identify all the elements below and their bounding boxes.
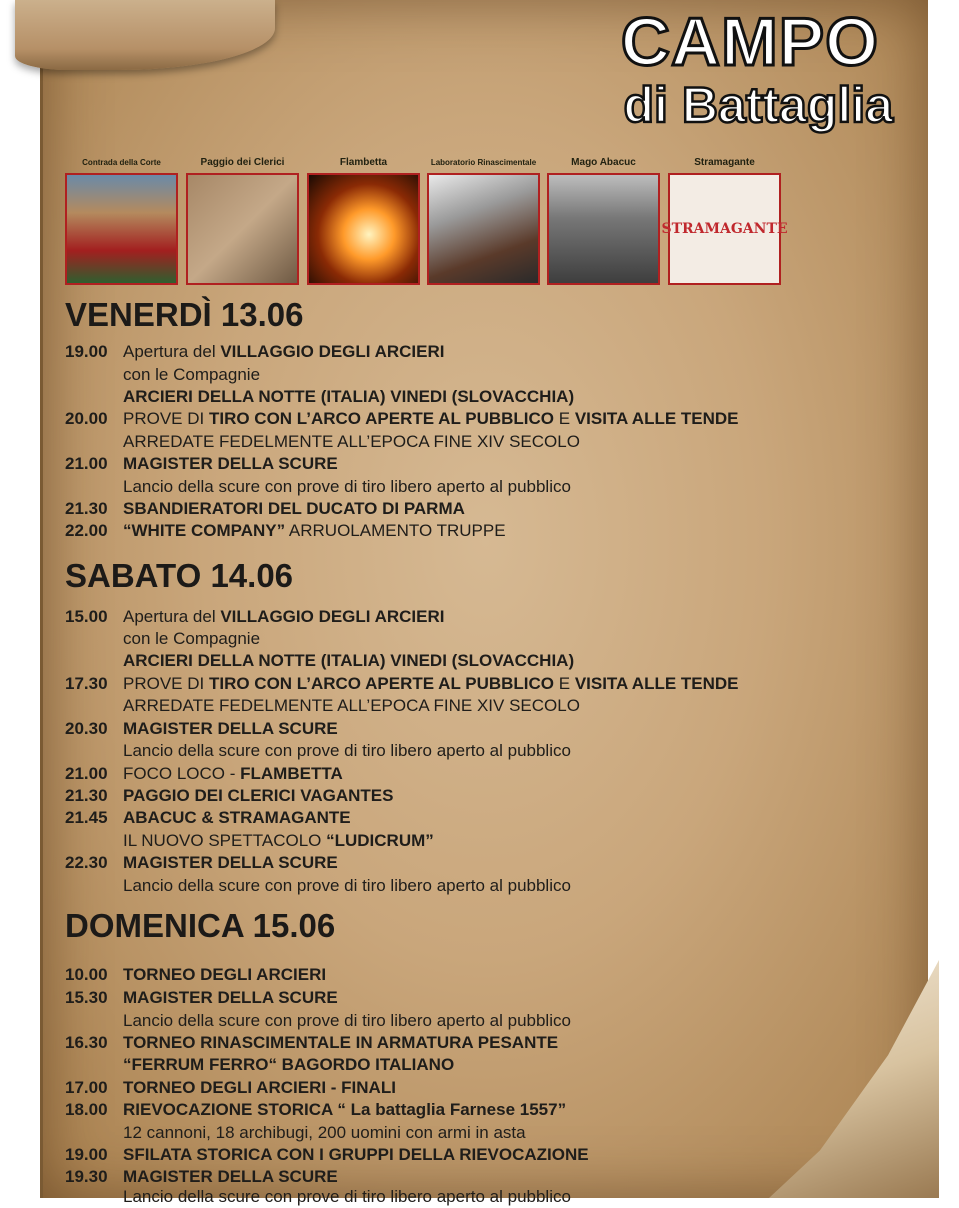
poster-title: CAMPO (620, 4, 879, 80)
schedule-row: 15.00 Apertura del VILLAGGIO DEGLI ARCIERI (65, 607, 445, 626)
photo-caption: Mago Abacuc (571, 157, 636, 168)
photo-caption: Paggio dei Clerici (200, 157, 285, 168)
schedule-row: 21.00 FOCO LOCO - FLAMBETTA (65, 764, 343, 783)
schedule-row: 17.00 TORNEO DEGLI ARCIERI - FINALI (65, 1078, 396, 1097)
flambetta-photo (307, 173, 420, 285)
schedule-detail: ARREDATE FEDELMENTE ALL’EPOCA FINE XIV SECOLO (123, 432, 580, 451)
day-title-sunday: DOMENICA 15.06 (65, 907, 336, 944)
schedule-detail: IL NUOVO SPETTACOLO “LUDICRUM” (123, 831, 434, 850)
schedule-detail: Lancio della scure con prove di tiro libero aperto al pubblico (123, 741, 571, 760)
schedule-detail: ARCIERI DELLA NOTTE (ITALIA) VINEDI (SLOVACCHIA) (123, 387, 575, 406)
paggio-photo (186, 173, 299, 285)
schedule-row: 22.00 “WHITE COMPANY” ARRUOLAMENTO TRUPPE (65, 521, 506, 540)
schedule-row: 19.00 Apertura del VILLAGGIO DEGLI ARCIERI (65, 342, 445, 361)
schedule-row: 18.00 RIEVOCAZIONE STORICA “ La battaglia Farnese 1557” (65, 1100, 567, 1119)
photo-mago-abacuc (547, 155, 660, 285)
photo-contrada (65, 155, 178, 285)
time: 19.00 (65, 342, 108, 361)
schedule-detail: “FERRUM FERRO“ BAGORDO ITALIANO (123, 1055, 455, 1074)
stramagante-logo-text: STRAMAGANTE (661, 221, 788, 237)
schedule-detail: Lancio della scure con prove di tiro libero aperto al pubblico (123, 876, 571, 895)
mago-abacuc-photo (547, 173, 660, 285)
schedule-row: 16.30 TORNEO RINASCIMENTALE IN ARMATURA PESANTE (65, 1033, 559, 1052)
schedule-detail: ARCIERI DELLA NOTTE (ITALIA) VINEDI (SLOVACCHIA) (123, 651, 575, 670)
schedule-detail: con le Compagnie (123, 629, 261, 648)
photo-flambetta (307, 155, 420, 285)
schedule-detail: Lancio della scure con prove di tiro libero aperto al pubblico (123, 1187, 571, 1206)
schedule-detail: con le Compagnie (123, 365, 261, 384)
laboratorio-photo (427, 173, 540, 285)
schedule-detail: 12 cannoni, 18 archibugi, 200 uomini con armi in asta (123, 1123, 526, 1142)
performer-photos (65, 155, 788, 290)
schedule-row: 15.30 MAGISTER DELLA SCURE (65, 988, 338, 1007)
photo-caption: Laboratorio Rinascimentale (430, 158, 537, 167)
day-title-saturday: SABATO 14.06 (65, 557, 294, 594)
day-title-friday: VENERDÌ 13.06 (65, 296, 304, 333)
schedule-row: 21.30 PAGGIO DEI CLERICI VAGANTES (65, 786, 394, 805)
photo-caption: Flambetta (339, 157, 388, 168)
schedule-row: 19.30 MAGISTER DELLA SCURE (65, 1167, 338, 1186)
photo-caption: Contrada della Corte (82, 158, 161, 167)
photo-caption: Stramagante (694, 157, 755, 168)
schedule-row: 22.30 MAGISTER DELLA SCURE (65, 853, 338, 872)
photo-laboratorio (427, 155, 540, 285)
schedule-detail: ARREDATE FEDELMENTE ALL’EPOCA FINE XIV SECOLO (123, 696, 580, 715)
stramagante-logo (661, 173, 788, 285)
schedule-detail: Lancio della scure con prove di tiro libero aperto al pubblico (123, 1011, 571, 1030)
schedule-detail: Lancio della scure con prove di tiro libero aperto al pubblico (123, 477, 571, 496)
photo-stramagante (661, 155, 788, 285)
schedule-row: 10.00 TORNEO DEGLI ARCIERI (65, 965, 327, 984)
contrada-photo (65, 173, 178, 285)
schedule-row: 21.00 MAGISTER DELLA SCURE (65, 454, 338, 473)
schedule-row: 20.00 PROVE DI TIRO CON L’ARCO APERTE AL PUBBLICO E VISITA ALLE TENDE (65, 409, 739, 428)
schedule-row: 17.30 PROVE DI TIRO CON L’ARCO APERTE AL PUBBLICO E VISITA ALLE TENDE (65, 674, 739, 693)
schedule-row: 19.00 SFILATA STORICA CON I GRUPPI DELLA RIEVOCAZIONE (65, 1145, 589, 1164)
photo-paggio (186, 155, 299, 285)
schedule-row: 20.30 MAGISTER DELLA SCURE (65, 719, 338, 738)
schedule-row: 21.45 ABACUC & STRAMAGANTE (65, 808, 351, 827)
poster-subtitle: di Battaglia (623, 77, 893, 133)
schedule-row: 21.30 SBANDIERATORI DEL DUCATO DI PARMA (65, 499, 465, 518)
